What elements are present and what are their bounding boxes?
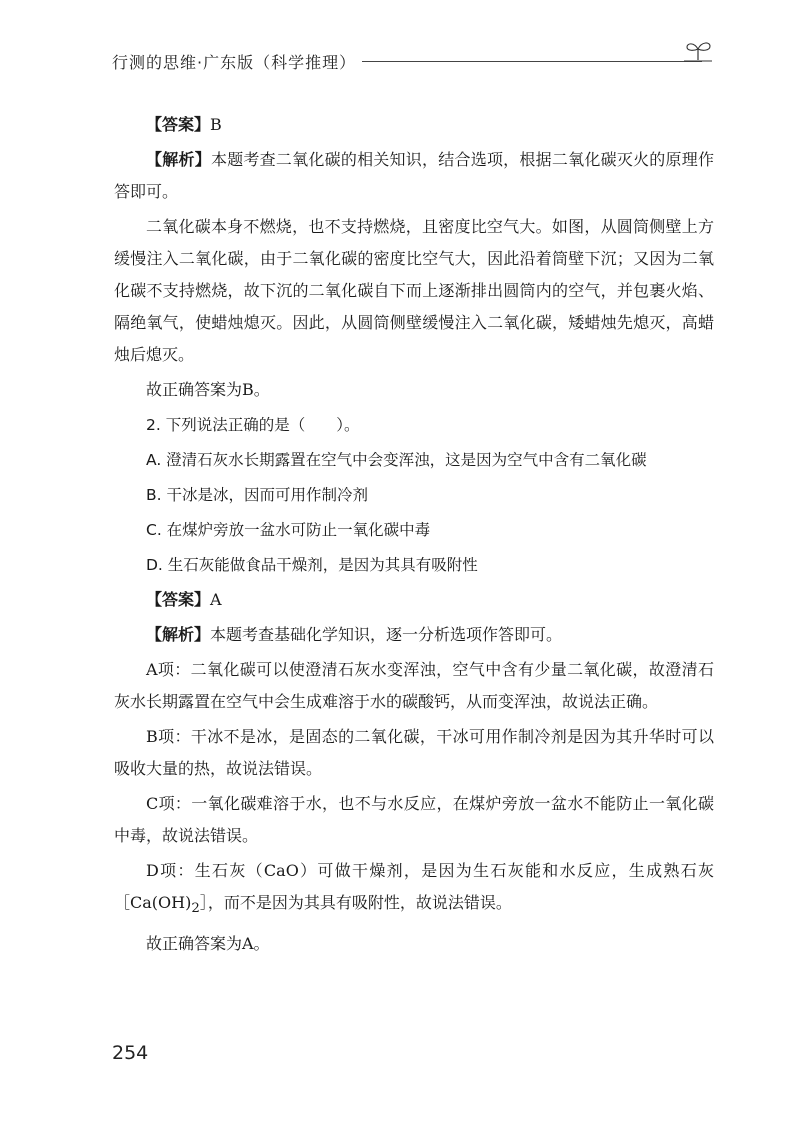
running-header <box>112 38 712 78</box>
answer-1 <box>114 109 714 141</box>
sprout-icon <box>684 38 712 62</box>
analysis-text: 本题考查二氧化碳的相关知识，结合选项，根据二氧化碳灭火的原理作答即可。 <box>114 150 714 201</box>
conclusion-2: 故正确答案为A。 <box>146 934 270 954</box>
question-option-c: C. 在煤炉旁放一盆水可防止一氧化碳中毒 <box>146 521 431 539</box>
page-number: 254 <box>112 1042 149 1064</box>
question-option-d: D. 生石灰能做食品干燥剂，是因为其具有吸附性 <box>146 556 478 574</box>
answer-label: 【答案】 <box>146 590 211 609</box>
explanation-d <box>114 855 714 925</box>
analysis-text: 本题考查基础化学知识，逐一分析选项作答即可。 <box>210 625 563 644</box>
explanation-b: B项：干冰不是冰，是固态的二氧化碳，干冰可用作制冷剂是因为其升华时可以吸收大量的热，故说法错误。 <box>114 727 714 778</box>
header-title: 行测的思维·广东版（科学推理） <box>112 53 357 72</box>
question-2-stem: 2. 下列说法正确的是（ ）。 <box>146 416 360 434</box>
analysis-2 <box>114 619 714 651</box>
analysis-1 <box>114 144 714 208</box>
header-rule <box>362 61 702 62</box>
explanation-c: C项：一氧化碳难溶于水，也不与水反应，在煤炉旁放一盆水不能防止一氧化碳中毒，故说法错误。 <box>114 794 714 845</box>
answer-label: 【答案】 <box>146 115 211 134</box>
explanation-d-subscript: 2 <box>191 901 200 917</box>
page-body <box>114 109 714 963</box>
answer-2 <box>114 584 714 616</box>
analysis-label: 【解析】 <box>146 625 211 644</box>
answer-value: B <box>210 115 222 134</box>
conclusion-1: 故正确答案为B。 <box>146 380 270 399</box>
explanation-d-suffix: ］，而不是因为其具有吸附性，故说法错误。 <box>199 893 512 912</box>
question-option-a: A. 澄清石灰水长期露置在空气中会变浑浊，这是因为空气中含有二氧化碳 <box>146 451 647 469</box>
analysis-1-body: 二氧化碳本身不燃烧，也不支持燃烧，且密度比空气大。如图，从圆筒侧壁上方缓慢注入二氧化碳，由于二氧化碳的密度比空气大，因此沿着筒壁下沉；又因为二氧化碳不支持燃烧，故下沉的二氧化碳自下而上逐渐排出圆筒内的空气，并包裹火焰、隔绝氧气，使蜡烛熄灭。因此，从圆筒侧壁缓慢注入二氧化碳，矮蜡烛先熄灭，高蜡烛后熄灭。 <box>114 217 714 364</box>
question-option-b: B. 干冰是冰，因而可用作制冷剂 <box>146 486 368 504</box>
explanation-a: A项：二氧化碳可以使澄清石灰水变浑浊，空气中含有少量二氧化碳，故澄清石灰水长期露置在空气中会生成难溶于水的碳酸钙，从而变浑浊，故说法正确。 <box>114 660 714 711</box>
answer-value: A <box>210 590 222 609</box>
explanation-d-prefix: D项：生石灰（CaO）可做干燥剂，是因为生石灰能和水反应，生成熟石灰［Ca(OH) <box>114 861 714 912</box>
analysis-label: 【解析】 <box>146 150 211 169</box>
